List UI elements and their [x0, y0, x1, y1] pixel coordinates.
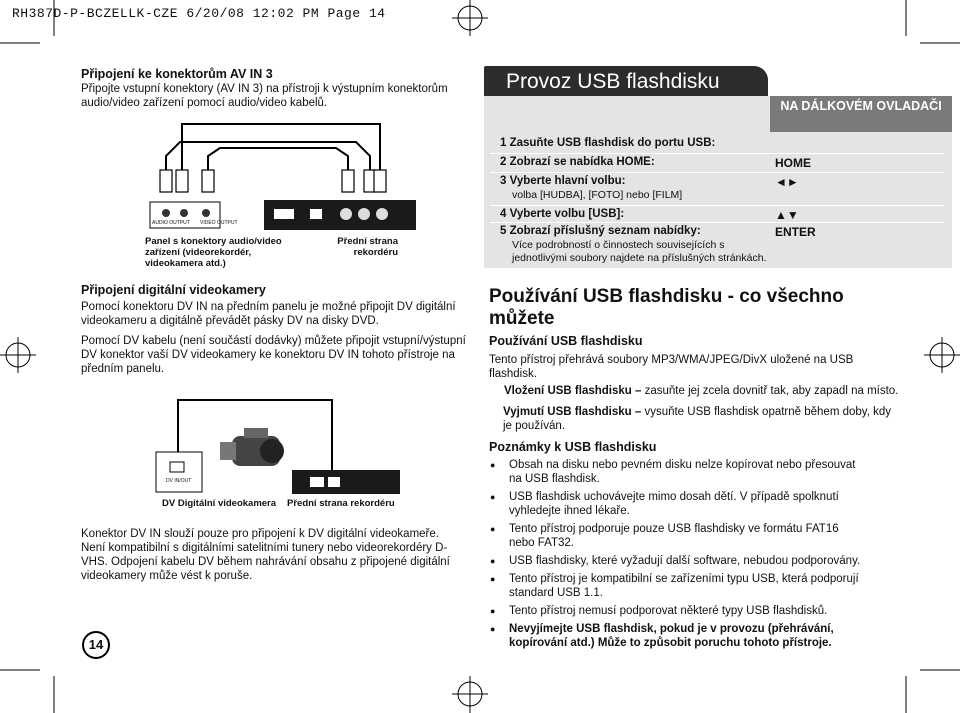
usb-step-4-key: ▲▼	[775, 208, 799, 222]
usb-use-intro: Tento přístroj přehrává soubory MP3/WMA/JPEG/DivX uložené na USB flashdisk.	[489, 354, 854, 380]
usb-step-2-key: HOME	[775, 156, 811, 170]
step-separator	[490, 172, 945, 173]
remote-header: NA DÁLKOVÉM OVLADAČI	[770, 96, 952, 132]
list-item: ● Nevyjímejte USB flashdisk, pokud je v provozu (přehrávání, kopírování atd.) Může to způsobit poruchu tohoto přístroje.	[489, 622, 864, 650]
dv-caption-left: DV Digitální videokamera	[162, 498, 277, 509]
usb-box-title: Provoz USB flashdisku	[484, 66, 768, 96]
usb-insert-label: Vložení USB flashdisku –	[504, 385, 642, 397]
list-item: ● USB flashdisky, které vyžadují další software, nebudou podporovány.	[489, 554, 864, 568]
dv-in-out-label: DV IN/OUT	[166, 478, 192, 484]
audio-output-label: AUDIO OUTPUT	[152, 220, 190, 226]
dv-para-1: Pomocí konektoru DV IN na předním panelu je možné připojit DV digitální videokameru a digitálně převádět pásky DV na disky DVD.	[81, 301, 456, 327]
list-item: ● Tento přístroj je kompatibilní se zařízeními typu USB, která podporují standard USB 1.1.	[489, 572, 864, 600]
print-slug: RH387D-P-BCZELLK-CZE 6/20/08 12:02 PM Page 14	[12, 6, 386, 21]
step-separator	[490, 153, 945, 154]
usb-step-5: 5 Zobrazí příslušný seznam nabídky:	[500, 225, 701, 237]
usb-step-3-sub: volba [HUDBA], [FOTO] nebo [FILM]	[512, 189, 683, 201]
dv-section-title: Připojení digitální videokamery	[81, 283, 266, 297]
usb-step-5-sub: Více podrobností o činnostech souvisejících s jednotlivými soubory najdete na příslušných stránkách.	[512, 239, 767, 264]
av-section-title: Připojení ke konektorům AV IN 3	[81, 67, 273, 81]
av-connection-diagram	[140, 120, 420, 232]
list-item: ● USB flashdisk uchovávejte mimo dosah dětí. V případě spolknutí vyhledejte ihned lékaře.	[489, 490, 864, 518]
av-caption-left: Panel s konektory audio/video zařízení (videorekordér, videokamera atd.)	[145, 236, 282, 269]
page-number: 14	[82, 631, 110, 659]
list-item: ● Tento přístroj nemusí podporovat některé typy USB flashdisků.	[489, 604, 864, 618]
usb-step-2: 2 Zobrazí se nabídka HOME:	[500, 156, 655, 168]
usb-remove-label: Vyjmutí USB flashdisku –	[503, 406, 642, 418]
dv-para-3: Konektor DV IN slouží pouze pro připojení k DV digitální videokameře. Není kompatibilní s digitálními satelitními tunery nebo videorekordéry D-VHS. Odpojení kabelu DV během nahrávání obsahu z připojené digitální videokamery může vést k poruše.	[81, 528, 450, 582]
usb-insert-text: zasuňte jej zcela dovnitř tak, aby zapadl na místo.	[641, 385, 899, 397]
dv-para-2: Pomocí DV kabelu (není součástí dodávky) můžete připojit vstupní/výstupní DV konektor vaší DV videokamery ke konektoru DV IN tohoto přístroje na předním panelu.	[81, 335, 466, 375]
usb-step-1: 1 Zasuňte USB flashdisk do portu USB:	[500, 137, 716, 149]
usb-use-subtitle: Používání USB flashdisku	[489, 334, 643, 348]
usb-step-4: 4 Vyberte volbu [USB]:	[500, 208, 625, 220]
usb-step-5-key: ENTER	[775, 225, 816, 239]
usb-notes-list	[489, 458, 864, 654]
camcorder-icon	[220, 428, 284, 466]
step-separator	[490, 205, 945, 206]
av-caption-right: Přední strana rekordéru	[337, 236, 398, 258]
usb-remove-line	[503, 405, 893, 433]
list-item: ● Tento přístroj podporuje pouze USB flashdisky ve formátu FAT16 nebo FAT32.	[489, 522, 864, 550]
av-section-body: Připojte vstupní konektory (AV IN 3) na přístroji k výstupním konektorům audio/video zařízení pomocí audio/video kabelů.	[81, 83, 448, 109]
usb-remove-text: vysuňte USB flashdisk opatrně během doby, kdy je používán.	[503, 406, 891, 432]
list-item: ● Obsah na disku nebo pevném disku nelze kopírovat nebo přesouvat na USB flashdisk.	[489, 458, 864, 486]
step-separator	[490, 222, 945, 223]
usb-step-3: 3 Vyberte hlavní volbu:	[500, 175, 626, 187]
usb-insert-line	[504, 384, 904, 398]
usb-step-3-key: ◄►	[775, 175, 799, 189]
video-output-label: VIDEO OUTPUT	[200, 220, 238, 226]
usb-use-title: Používání USB flashdisku - co všechno můžete	[489, 286, 844, 329]
dv-caption-right: Přední strana rekordéru	[287, 498, 395, 509]
usb-notes-title: Poznámky k USB flashdisku	[489, 440, 657, 454]
